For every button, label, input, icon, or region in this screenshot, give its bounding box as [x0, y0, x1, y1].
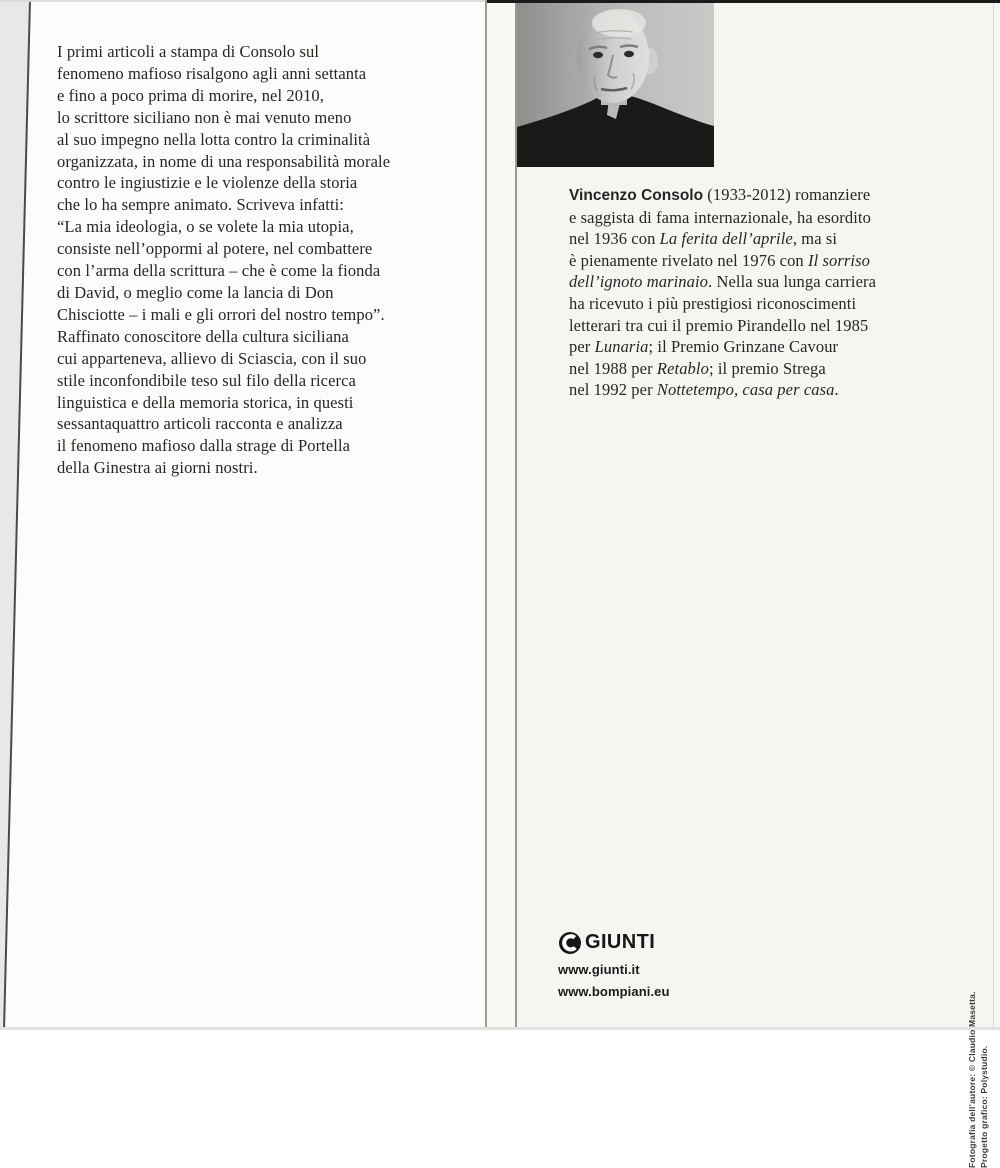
- bio-text-line: per Lunaria; il Premio Grinzane Cavour: [569, 337, 839, 357]
- top-edge-left: [0, 0, 487, 2]
- website-bompiani: www.bompiani.eu: [558, 983, 670, 999]
- flap-text-line: cui apparteneva, allievo di Sciascia, con il suo: [57, 348, 367, 368]
- bio-text-line: e saggista di fama internazionale, ha esordito: [569, 207, 871, 227]
- credit-photo: Fotografia dell’autore: © Claudio Masetta.: [967, 991, 977, 1168]
- left-scan-gutter: [0, 0, 32, 1030]
- flap-text-line: “La mia ideologia, o se volete la mia utopia,: [57, 217, 354, 237]
- left-flap-paragraph: [57, 41, 482, 479]
- flap-text-line: Chisciotte – i mali e gli orrori del nostro tempo”.: [57, 304, 385, 324]
- publisher-websites: [558, 959, 670, 1002]
- publisher-name: GIUNTI: [585, 931, 656, 953]
- giunti-logo-icon: [559, 932, 581, 954]
- author-bio-paragraph: [569, 184, 984, 401]
- flap-text-line: e fino a poco prima di morire, nel 2010,: [57, 85, 325, 105]
- flap-text-line: stile inconfondibile teso sul filo della ricerca: [57, 370, 356, 390]
- flap-text-line: di David, o meglio come la lancia di Don: [57, 282, 334, 302]
- flap-text-line: lo scrittore siciliano non è mai venuto meno: [57, 107, 352, 127]
- author-photo: [517, 3, 714, 167]
- bio-text-line: è pienamente rivelato nel 1976 con Il sorriso: [569, 250, 870, 270]
- website-giunti: www.giunti.it: [558, 962, 640, 977]
- flap-text-line: sessantaquattro articoli racconta e analizza: [57, 414, 343, 434]
- flap-text-line: che lo ha sempre animato. Scriveva infatti:: [57, 195, 344, 215]
- flap-text-line: organizzata, in nome di una responsabilità morale: [57, 151, 391, 171]
- flap-text-line: consiste nell’oppormi al potere, nel combattere: [57, 239, 373, 259]
- photo-design-credits: [966, 991, 990, 1168]
- flap-text-line: I primi articoli a stampa di Consolo sul: [57, 42, 320, 61]
- spine-fold: [487, 0, 515, 1030]
- bio-text-line: nel 1992 per Nottetempo, casa per casa.: [569, 380, 839, 400]
- right-edge-line: [993, 3, 994, 1030]
- flap-text-line: linguistica e della memoria storica, in questi: [57, 392, 354, 412]
- flap-text-line: fenomeno mafioso risalgono agli anni settanta: [57, 63, 367, 83]
- credit-design: Progetto grafico: Polystudio.: [979, 1045, 989, 1168]
- flap-text-line: con l’arma della scrittura – che è come la fionda: [57, 261, 381, 281]
- flap-text-line: della Ginestra ai giorni nostri.: [57, 458, 258, 478]
- bio-text-line: nel 1936 con La ferita dell’aprile, ma si: [569, 229, 838, 249]
- bio-text-line: nel 1988 per Retablo; il premio Strega: [569, 358, 826, 378]
- spine-fold-line-left: [485, 0, 487, 1030]
- flap-text-line: contro le ingiustizie e le violenze della storia: [57, 173, 358, 193]
- bio-text-line: dell’ignoto marinaio. Nella sua lunga carriera: [569, 272, 877, 292]
- bio-text-line: ha ricevuto i più prestigiosi riconoscimenti: [569, 293, 857, 313]
- publisher-logo: [559, 931, 655, 954]
- flap-text-line: al suo impegno nella lotta contro la criminalità: [57, 129, 371, 149]
- bio-text-line: letterari tra cui il premio Pirandello nel 1985: [569, 315, 869, 335]
- bio-text-line: Vincenzo Consolo (1933-2012) romanziere: [569, 185, 871, 204]
- flap-text-line: Raffinato conoscitore della cultura siciliana: [57, 326, 349, 346]
- flap-text-line: il fenomeno mafioso dalla strage di Portella: [57, 436, 351, 456]
- author-photo-graphic: [517, 3, 714, 167]
